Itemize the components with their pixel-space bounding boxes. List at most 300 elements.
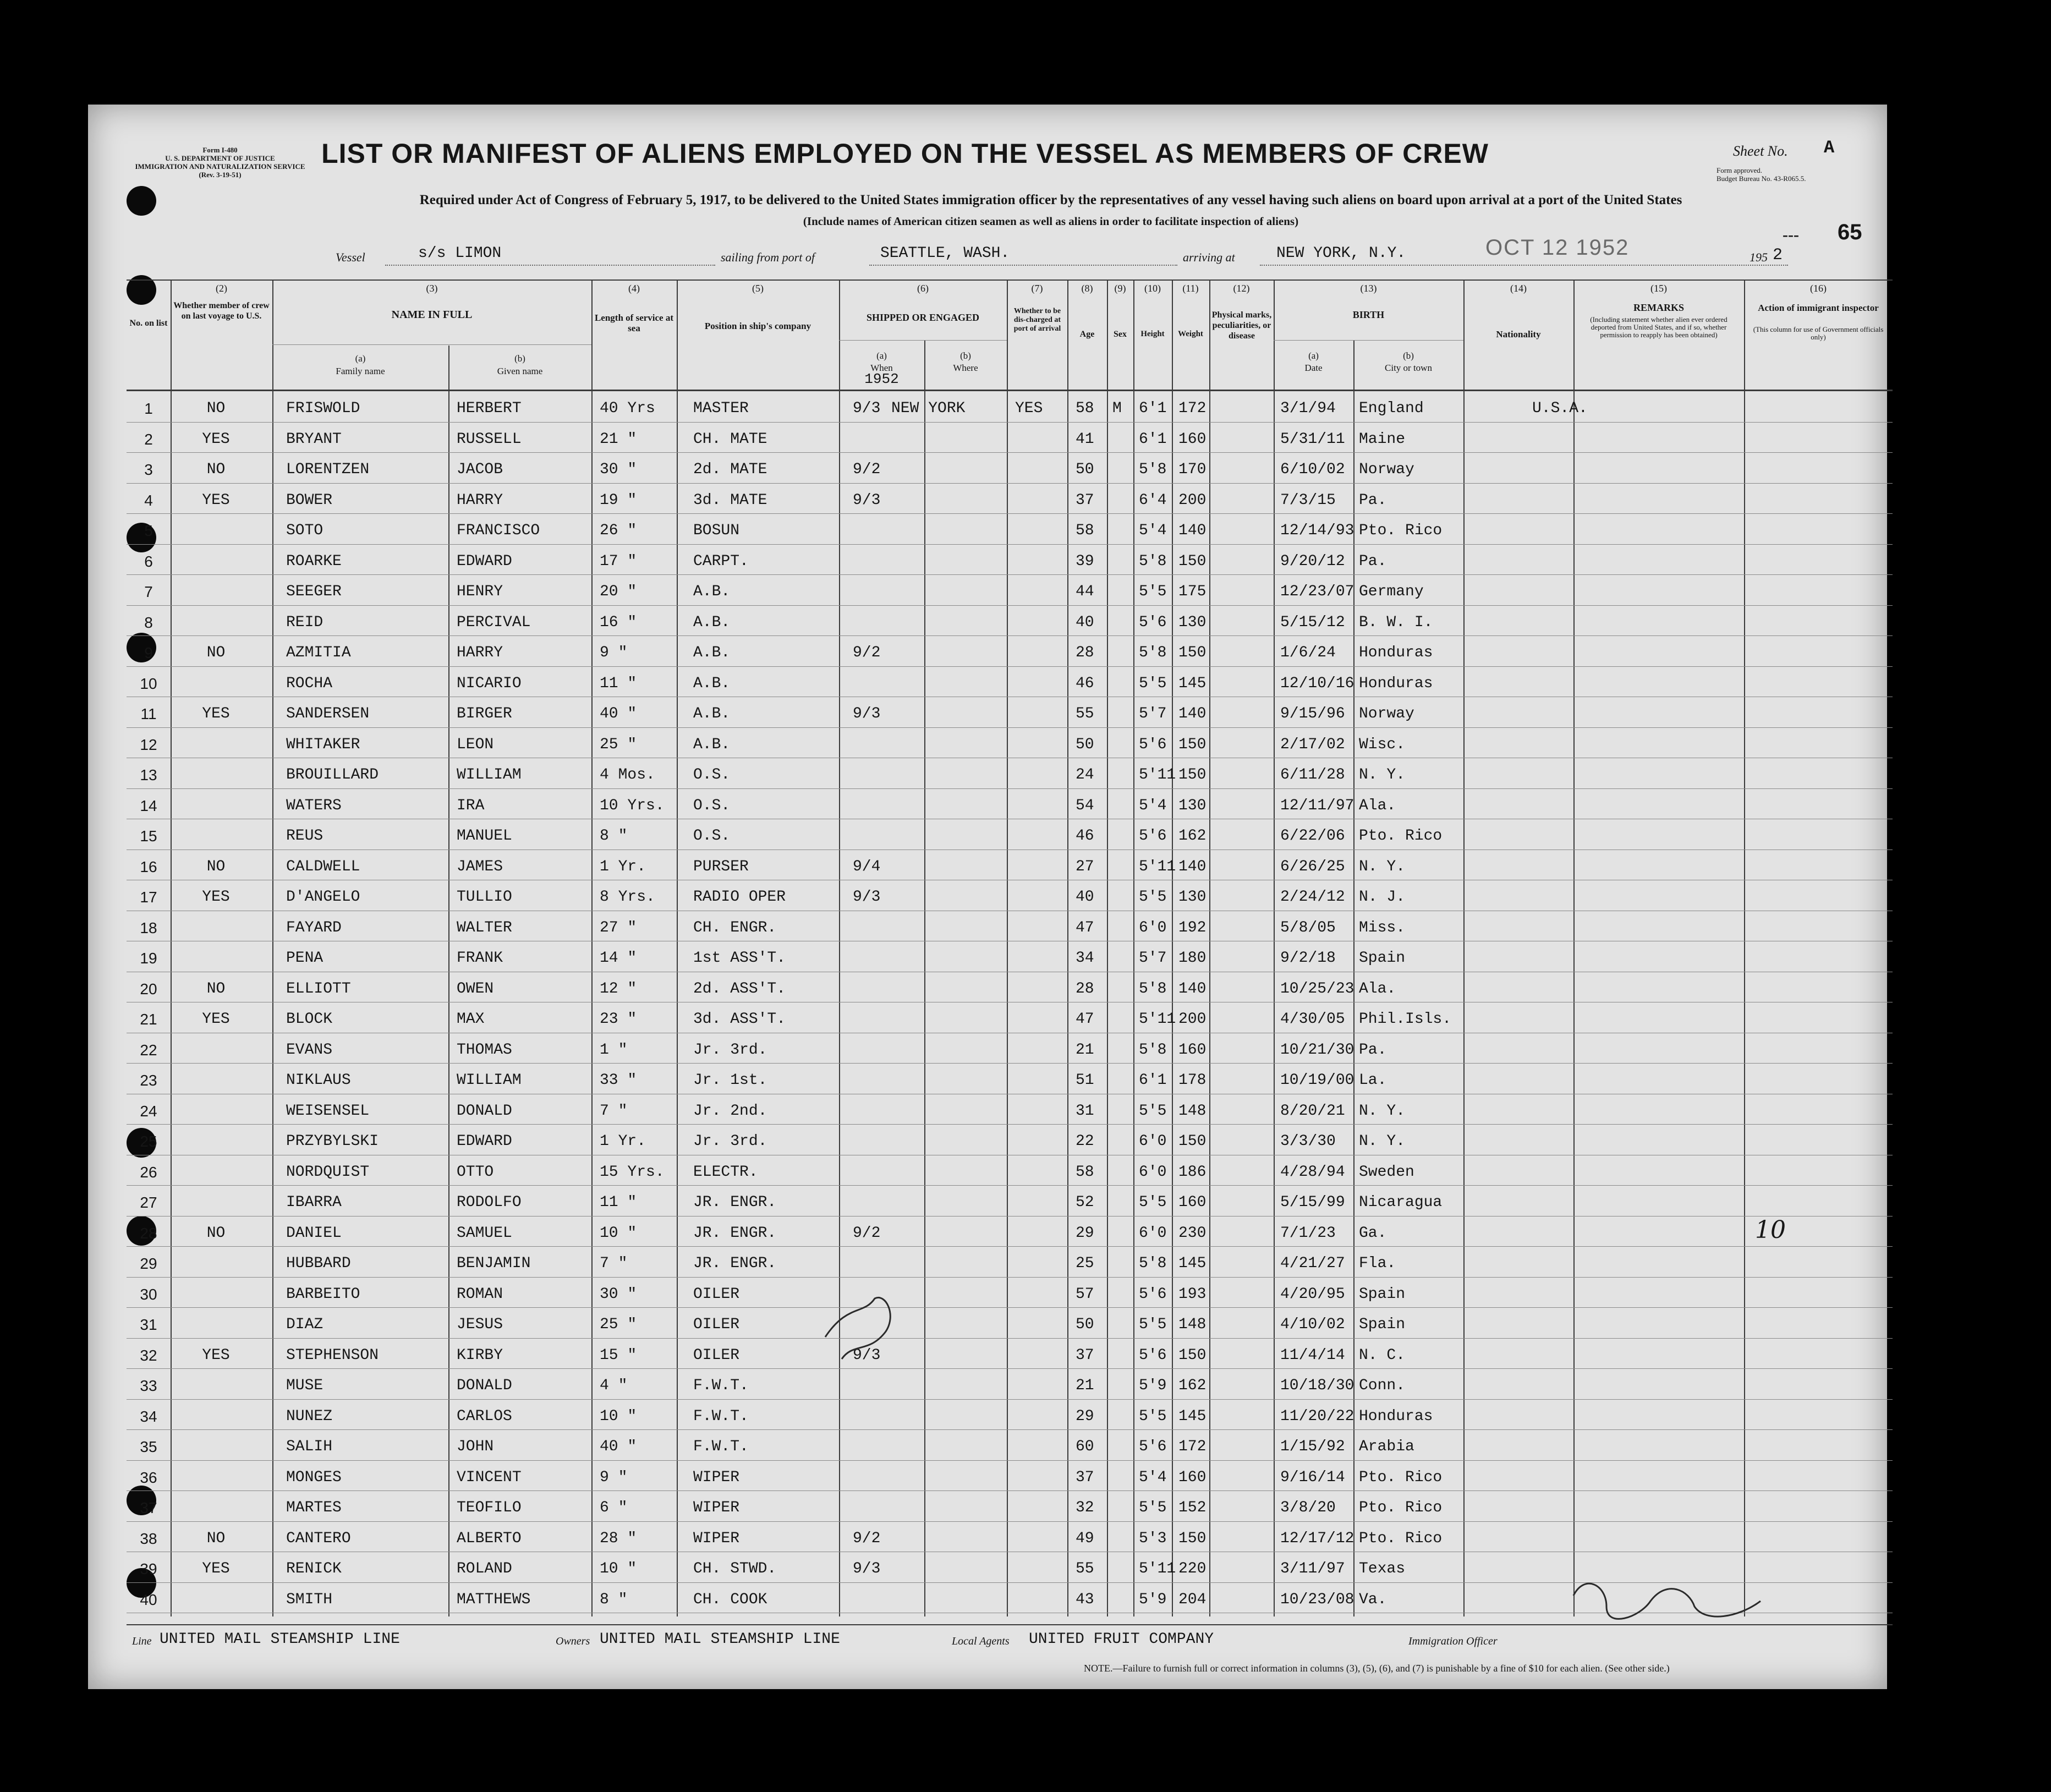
header-birth: BIRTH [1352, 309, 1385, 320]
given-name: HARRY [457, 491, 503, 509]
agents-label: Local Agents [952, 1635, 1010, 1647]
length-of-service: 9 " [600, 1468, 628, 1486]
given-name: IRA [457, 797, 485, 814]
age: 29 [1076, 1224, 1094, 1242]
birth-city: N. Y. [1359, 1133, 1406, 1150]
position: F.W.T. [693, 1438, 749, 1455]
position: CARPT. [693, 552, 749, 570]
height: 5'6 [1139, 1346, 1167, 1364]
age: 21 [1076, 1377, 1094, 1394]
birth-date: 11/4/14 [1280, 1346, 1345, 1364]
age: 46 [1076, 675, 1094, 692]
birth-date: 5/15/99 [1280, 1194, 1345, 1211]
length-of-service: 30 " [600, 461, 637, 478]
header-given-b: (b) [514, 353, 525, 364]
family-name: MARTES [286, 1499, 342, 1516]
page-title: LIST OR MANIFEST OF ALIENS EMPLOYED ON THE VESSEL AS MEMBERS OF CREW [321, 138, 1489, 169]
family-name: MUSE [286, 1377, 323, 1394]
nationality: U.S.A. [1532, 400, 1588, 417]
age: 58 [1076, 1163, 1094, 1181]
length-of-service: 14 " [600, 950, 637, 967]
age: 29 [1076, 1407, 1094, 1425]
family-name: DIAZ [286, 1316, 323, 1333]
signature-scribble [1573, 1583, 1761, 1619]
birth-date: 9/2/18 [1280, 950, 1336, 967]
given-name: HARRY [457, 644, 503, 661]
length-of-service: 12 " [600, 980, 637, 998]
weight: 192 [1178, 919, 1207, 936]
birth-city: Arabia [1359, 1438, 1414, 1455]
row-number: 33 [140, 1377, 157, 1394]
position: A.B. [693, 583, 731, 600]
birth-date: 6/22/06 [1280, 828, 1345, 845]
weight: 160 [1178, 1194, 1207, 1211]
colnum: (9) [1114, 283, 1126, 294]
height: 5'6 [1139, 828, 1167, 845]
colnum: (8) [1081, 283, 1093, 294]
family-name: WATERS [286, 797, 342, 814]
prev-voyage: YES [202, 1560, 230, 1577]
birth-city: Pto. Rico [1359, 828, 1443, 845]
position: A.B. [693, 736, 731, 753]
birth-city: Ala. [1359, 980, 1396, 998]
height: 5'5 [1139, 1499, 1167, 1516]
birth-city: N. Y. [1359, 1102, 1406, 1120]
length-of-service: 15 Yrs. [600, 1163, 665, 1181]
row-number: 17 [140, 889, 157, 906]
height: 6'1 [1139, 1072, 1167, 1089]
birth-date: 4/28/94 [1280, 1163, 1345, 1181]
given-name: KIRBY [457, 1346, 503, 1364]
given-name: THOMAS [457, 1041, 512, 1059]
shipped-when: 9/3 [853, 889, 881, 906]
shipped-when: 9/2 [853, 461, 881, 478]
family-name: RENICK [286, 1560, 342, 1577]
birth-date: 10/21/30 [1280, 1041, 1354, 1059]
revision: (Rev. 3-19-51) [199, 171, 242, 179]
height: 5'8 [1139, 461, 1167, 478]
weight: 150 [1178, 736, 1207, 753]
header-discharged: Whether to be dis-charged at port of arrival [1013, 307, 1061, 333]
weight: 150 [1178, 552, 1207, 570]
length-of-service: 40 " [600, 1438, 637, 1455]
birth-date: 7/3/15 [1280, 491, 1336, 509]
prev-voyage: NO [206, 1224, 226, 1242]
weight: 162 [1178, 1377, 1207, 1394]
height: 5'4 [1139, 522, 1167, 539]
height: 5'5 [1139, 583, 1167, 600]
height: 5'5 [1139, 1102, 1167, 1120]
position: 3d. ASS'T. [693, 1011, 786, 1028]
prev-voyage: NO [206, 461, 226, 478]
length-of-service: 40 Yrs [600, 400, 655, 417]
row-number: 35 [140, 1438, 157, 1455]
colnum: (5) [752, 283, 764, 294]
birth-city: Phil.Isls. [1359, 1011, 1452, 1028]
weight: 162 [1178, 828, 1207, 845]
given-name: PERCIVAL [457, 613, 531, 631]
position: Jr. 3rd. [693, 1041, 767, 1059]
height: 5'4 [1139, 1468, 1167, 1486]
birth-date: 12/23/07 [1280, 583, 1354, 600]
family-name: AZMITIA [286, 644, 351, 661]
header-birth-city-b: (b) [1403, 350, 1414, 361]
prev-voyage: YES [202, 1346, 230, 1364]
prev-voyage: YES [202, 491, 230, 509]
row-number: 28 [140, 1224, 157, 1242]
age: 43 [1076, 1591, 1094, 1608]
position: JR. ENGR. [693, 1224, 777, 1242]
birth-date: 1/15/92 [1280, 1438, 1345, 1455]
given-name: LEON [457, 736, 494, 753]
length-of-service: 4 " [600, 1377, 628, 1394]
birth-city: B. W. I. [1359, 613, 1433, 631]
footer-note: NOTE.—Failure to furnish full or correct information in columns (3), (5), (6), and (7) is punishable by a fine of $10 for each alien. (See other side.) [1084, 1663, 1670, 1674]
length-of-service: 26 " [600, 522, 637, 539]
birth-date: 5/8/05 [1280, 919, 1336, 936]
length-of-service: 1 " [600, 1041, 628, 1059]
position: Jr. 3rd. [693, 1133, 767, 1150]
weight: 186 [1178, 1163, 1207, 1181]
row-number: 27 [140, 1194, 157, 1211]
row-number: 2 [144, 430, 153, 448]
weight: 150 [1178, 766, 1207, 783]
weight: 140 [1178, 980, 1207, 998]
birth-date: 12/17/12 [1280, 1530, 1354, 1547]
birth-city: La. [1359, 1072, 1387, 1089]
shipped-when: 9/3 [853, 705, 881, 722]
height: 5'6 [1139, 1285, 1167, 1303]
row-number: 29 [140, 1255, 157, 1272]
birth-city: Pto. Rico [1359, 1530, 1443, 1547]
birth-date: 12/11/97 [1280, 797, 1354, 814]
height: 6'0 [1139, 1224, 1167, 1242]
given-name: BIRGER [457, 705, 512, 722]
row-number: 22 [140, 1041, 157, 1059]
arriving-label: arriving at [1183, 250, 1235, 264]
birth-date: 10/19/00 [1280, 1072, 1354, 1089]
weight: 200 [1178, 491, 1207, 509]
header-age: Age [1079, 330, 1095, 339]
birth-city: Ala. [1359, 797, 1396, 814]
height: 5'8 [1139, 1041, 1167, 1059]
family-name: SEEGER [286, 583, 342, 600]
length-of-service: 10 Yrs. [600, 797, 665, 814]
weight: 152 [1178, 1499, 1207, 1516]
birth-city: Pto. Rico [1359, 1468, 1443, 1486]
birth-date: 5/15/12 [1280, 613, 1345, 631]
given-name: RUSSELL [457, 430, 522, 448]
birth-city: Maine [1359, 430, 1406, 448]
row-number: 18 [140, 919, 157, 936]
prev-voyage: YES [202, 1011, 230, 1028]
colnum: (13) [1360, 283, 1377, 294]
height: 5'8 [1139, 1255, 1167, 1272]
position: A.B. [693, 675, 731, 692]
page-number: 65 [1838, 220, 1862, 244]
row-number: 1 [144, 400, 153, 417]
given-name: WALTER [457, 919, 512, 936]
sailing-value: SEATTLE, WASH. [880, 245, 1010, 262]
birth-date: 3/1/94 [1280, 400, 1336, 417]
age: 25 [1076, 1255, 1094, 1272]
given-name: HERBERT [457, 400, 522, 417]
position: A.B. [693, 705, 731, 722]
colnum: (7) [1031, 283, 1043, 294]
page-dash: --- [1783, 226, 1799, 244]
age: 40 [1076, 613, 1094, 631]
family-name: ROARKE [286, 552, 342, 570]
colnum: (15) [1650, 283, 1667, 294]
height: 5'11 [1139, 766, 1176, 783]
family-name: REUS [286, 828, 323, 845]
line-label: Line [132, 1635, 152, 1647]
age: 37 [1076, 1468, 1094, 1486]
colnum: (12) [1233, 283, 1250, 294]
birth-city: England [1359, 400, 1424, 417]
length-of-service: 1 Yr. [600, 1133, 646, 1150]
position: A.B. [693, 644, 731, 661]
year-suffix: 2 [1773, 246, 1783, 265]
sailing-label: sailing from port of [721, 250, 815, 264]
row-number: 36 [140, 1468, 157, 1486]
owners-label: Owners [556, 1635, 590, 1647]
shipped-when: 9/2 [853, 1224, 881, 1242]
family-name: BLOCK [286, 1011, 333, 1028]
weight: 130 [1178, 889, 1207, 906]
family-name: CALDWELL [286, 858, 360, 875]
prev-voyage: NO [206, 400, 226, 417]
height: 5'9 [1139, 1377, 1167, 1394]
row-number: 25 [140, 1133, 157, 1150]
position: BOSUN [693, 522, 740, 539]
given-name: JACOB [457, 461, 503, 478]
weight: 140 [1178, 522, 1207, 539]
length-of-service: 8 " [600, 1591, 628, 1608]
length-of-service: 19 " [600, 491, 637, 509]
row-number: 39 [140, 1560, 157, 1577]
height: 5'6 [1139, 613, 1167, 631]
row-number: 31 [140, 1316, 157, 1333]
date-stamp: OCT 12 1952 [1485, 235, 1630, 260]
handwritten-marks [88, 105, 1887, 1689]
given-name: TULLIO [457, 889, 512, 906]
rule [127, 1624, 1893, 1625]
family-name: D'ANGELO [286, 889, 360, 906]
row-number: 15 [140, 828, 157, 845]
given-name: WILLIAM [457, 766, 522, 783]
header-when-a: (a) [876, 350, 887, 361]
family-name: BROUILLARD [286, 766, 379, 783]
length-of-service: 9 " [600, 644, 628, 661]
birth-city: Honduras [1359, 675, 1433, 692]
family-name: SOTO [286, 522, 323, 539]
age: 49 [1076, 1530, 1094, 1547]
age: 37 [1076, 1346, 1094, 1364]
length-of-service: 6 " [600, 1499, 628, 1516]
position: A.B. [693, 613, 731, 631]
family-name: BOWER [286, 491, 333, 509]
position: RADIO OPER [693, 889, 786, 906]
height: 5'6 [1139, 736, 1167, 753]
given-name: JESUS [457, 1316, 503, 1333]
row-number: 12 [140, 736, 157, 753]
given-name: DONALD [457, 1377, 512, 1394]
birth-city: Nicaragua [1359, 1194, 1443, 1211]
position: OILER [693, 1316, 740, 1333]
row-number: 14 [140, 797, 157, 814]
length-of-service: 10 " [600, 1224, 637, 1242]
shipped-when: 9/3 [853, 491, 881, 509]
given-name: EDWARD [457, 1133, 512, 1150]
length-of-service: 25 " [600, 1316, 637, 1333]
initials-scribble [825, 1297, 890, 1359]
given-name: ALBERTO [457, 1530, 522, 1547]
length-of-service: 10 " [600, 1407, 637, 1425]
sheet-label: Sheet No. [1733, 143, 1788, 159]
birth-date: 12/10/16 [1280, 675, 1354, 692]
year-prefix: 195 [1750, 250, 1768, 264]
weight: 140 [1178, 858, 1207, 875]
height: 5'11 [1139, 1011, 1176, 1028]
birth-date: 10/23/08 [1280, 1591, 1354, 1608]
shipped-when: 9/2 [853, 644, 881, 661]
length-of-service: 4 Mos. [600, 766, 655, 783]
length-of-service: 23 " [600, 1011, 637, 1028]
position: 1st ASS'T. [693, 950, 786, 967]
header-birth-city: City or town [1385, 363, 1432, 373]
birth-date: 2/17/02 [1280, 736, 1345, 753]
service: IMMIGRATION AND NATURALIZATION SERVICE [135, 162, 305, 171]
row-number: 30 [140, 1285, 157, 1303]
age: 21 [1076, 1041, 1094, 1059]
length-of-service: 7 " [600, 1102, 628, 1120]
length-of-service: 27 " [600, 919, 637, 936]
family-name: NORDQUIST [286, 1163, 370, 1181]
age: 44 [1076, 583, 1094, 600]
birth-city: Honduras [1359, 644, 1433, 661]
given-name: CARLOS [457, 1407, 512, 1425]
given-name: JAMES [457, 858, 503, 875]
birth-city: Pa. [1359, 1041, 1387, 1059]
age: 28 [1076, 644, 1094, 661]
weight: 180 [1178, 950, 1207, 967]
weight: 150 [1178, 1346, 1207, 1364]
colnum: (16) [1810, 283, 1827, 294]
height: 5'5 [1139, 1316, 1167, 1333]
birth-city: Pto. Rico [1359, 522, 1443, 539]
height: 5'6 [1139, 1438, 1167, 1455]
position: JR. ENGR. [693, 1194, 777, 1211]
header-where-b: (b) [960, 350, 971, 361]
height: 5'5 [1139, 889, 1167, 906]
birth-city: Texas [1359, 1560, 1406, 1577]
row-number: 32 [140, 1346, 157, 1364]
family-name: CANTERO [286, 1530, 351, 1547]
family-name: SALIH [286, 1438, 333, 1455]
age: 39 [1076, 552, 1094, 570]
row-number: 11 [140, 705, 157, 722]
header-physical: Physical marks, peculiarities, or disease [1211, 310, 1272, 341]
manifest-sheet [88, 105, 1887, 1689]
birth-date: 8/20/21 [1280, 1102, 1345, 1120]
header-remarks-note: (Including statement whether alien ever ordered deported from United States, and if so, whether permission to reapply has been obtained) [1590, 315, 1728, 339]
age: 57 [1076, 1285, 1094, 1303]
owners-value: UNITED MAIL STEAMSHIP LINE [600, 1631, 840, 1648]
vessel-value: s/s LIMON [418, 245, 502, 262]
prev-voyage: NO [206, 980, 226, 998]
birth-city: Spain [1359, 1285, 1406, 1303]
birth-city: Ga. [1359, 1224, 1387, 1242]
position: PURSER [693, 858, 749, 875]
age: 22 [1076, 1133, 1094, 1150]
birth-date: 10/25/23 [1280, 980, 1354, 998]
length-of-service: 11 " [600, 1194, 637, 1211]
weight: 200 [1178, 1011, 1207, 1028]
prev-voyage: NO [206, 1530, 226, 1547]
family-name: BARBEITO [286, 1285, 360, 1303]
family-name: IBARRA [286, 1194, 342, 1211]
row-number: 9 [144, 644, 153, 661]
row-number: 3 [144, 461, 153, 478]
birth-date: 9/15/96 [1280, 705, 1345, 722]
birth-city: N. Y. [1359, 858, 1406, 875]
height: 5'9 [1139, 1591, 1167, 1608]
birth-date: 9/16/14 [1280, 1468, 1345, 1486]
given-name: OWEN [457, 980, 494, 998]
prev-voyage: YES [202, 889, 230, 906]
age: 51 [1076, 1072, 1094, 1089]
family-name: EVANS [286, 1041, 333, 1059]
weight: 130 [1178, 613, 1207, 631]
colnum: (3) [426, 283, 438, 294]
given-name: MATTHEWS [457, 1591, 531, 1608]
position: O.S. [693, 766, 731, 783]
height: 5'5 [1139, 1194, 1167, 1211]
family-name: FAYARD [286, 919, 342, 936]
birth-date: 2/24/12 [1280, 889, 1345, 906]
length-of-service: 28 " [600, 1530, 637, 1547]
position: MASTER [693, 400, 749, 417]
birth-city: Spain [1359, 950, 1406, 967]
age: 27 [1076, 858, 1094, 875]
position: WIPER [693, 1530, 740, 1547]
weight: 150 [1178, 644, 1207, 661]
family-name: ELLIOTT [286, 980, 351, 998]
birth-city: Spain [1359, 1316, 1406, 1333]
given-name: MAX [457, 1011, 485, 1028]
given-name: JOHN [457, 1438, 494, 1455]
row-number: 26 [140, 1163, 157, 1181]
header-family: Family name [336, 366, 385, 376]
age: 50 [1076, 461, 1094, 478]
row-number: 6 [144, 552, 153, 570]
given-name: ROMAN [457, 1285, 503, 1303]
header-birth-date: Date [1304, 363, 1323, 373]
age: 50 [1076, 1316, 1094, 1333]
colnum: (10) [1144, 283, 1161, 294]
birth-city: Conn. [1359, 1377, 1406, 1394]
length-of-service: 8 Yrs. [600, 889, 655, 906]
family-name: DANIEL [286, 1224, 342, 1242]
height: 6'1 [1139, 400, 1167, 417]
birth-city: Sweden [1359, 1163, 1414, 1181]
age: 37 [1076, 491, 1094, 509]
agents-value: UNITED FRUIT COMPANY [1029, 1631, 1214, 1648]
weight: 220 [1178, 1560, 1207, 1577]
header-birth-date-a: (a) [1308, 350, 1319, 361]
length-of-service: 15 " [600, 1346, 637, 1364]
